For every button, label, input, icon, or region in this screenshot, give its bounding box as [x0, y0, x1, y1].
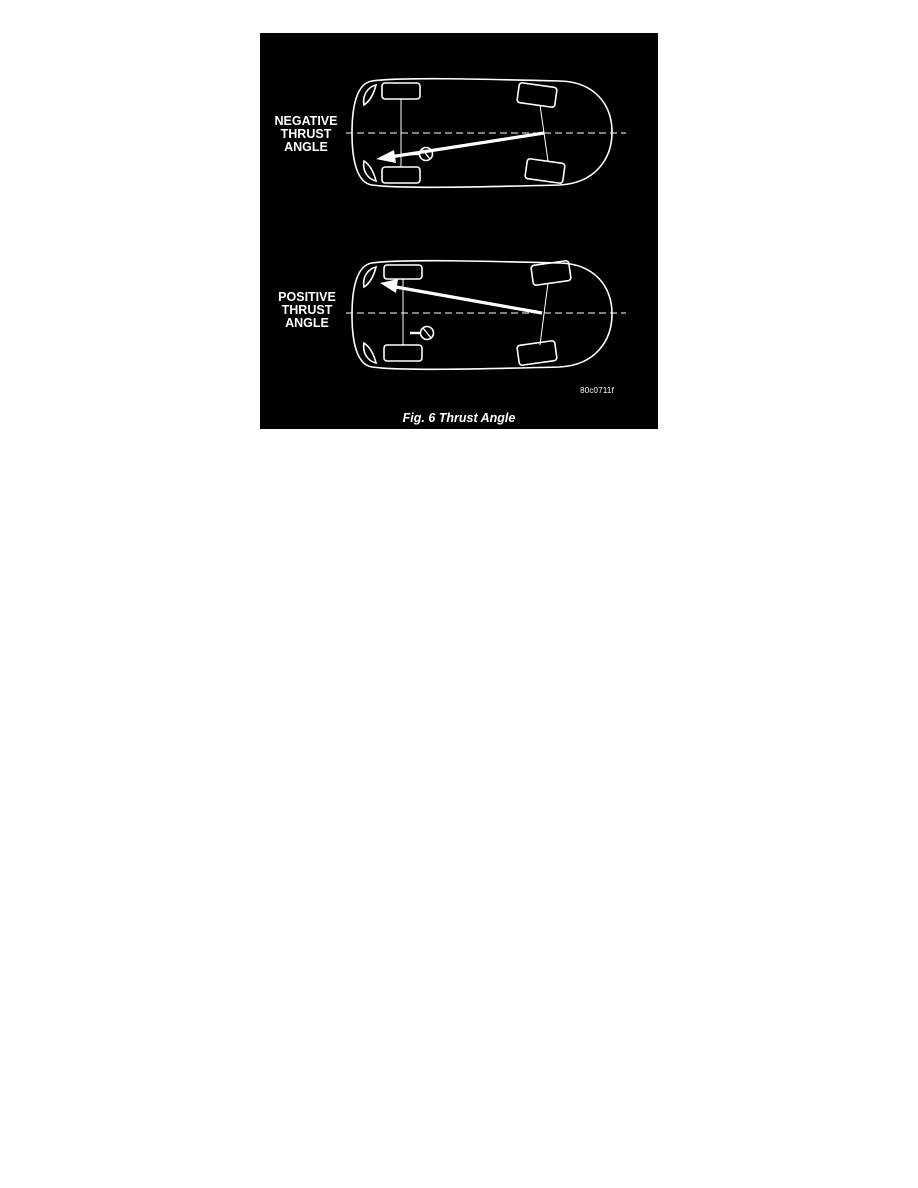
- front-left-wheel: [382, 83, 420, 99]
- front-vent-upper: [364, 267, 376, 287]
- negative-label-line-3: ANGLE: [284, 140, 328, 154]
- negative-label-line-1: NEGATIVE: [274, 114, 338, 128]
- positive-thrust-car: [352, 260, 612, 369]
- rear-left-wheel: [517, 82, 557, 107]
- thrust-angle-diagram: [260, 33, 658, 429]
- figure-caption: Fig. 6 Thrust Angle: [402, 411, 516, 425]
- negative-thrust-angle-label: [266, 115, 346, 154]
- positive-label-line-1: POSITIVE: [278, 290, 336, 304]
- negative-label-line-2: THRUST: [280, 127, 332, 141]
- steering-spoke: [423, 328, 431, 338]
- positive-thrust-arrow: [380, 279, 542, 313]
- front-right-wheel: [384, 345, 422, 361]
- front-vent-upper: [364, 85, 376, 105]
- positive-thrust-angle-label: [267, 291, 347, 330]
- thrust-angle-figure: [260, 33, 658, 429]
- front-right-wheel: [382, 167, 420, 183]
- car-body-outline: [352, 261, 612, 370]
- front-vent-lower: [364, 161, 376, 181]
- front-left-wheel: [384, 265, 422, 279]
- rear-left-wheel: [531, 260, 571, 285]
- rear-right-wheel: [525, 158, 565, 183]
- positive-label-line-3: ANGLE: [285, 316, 329, 330]
- positive-label-line-2: THRUST: [281, 303, 333, 317]
- rear-right-wheel: [517, 340, 557, 365]
- figure-code: 80c0711f: [580, 386, 614, 395]
- front-vent-lower: [364, 343, 376, 363]
